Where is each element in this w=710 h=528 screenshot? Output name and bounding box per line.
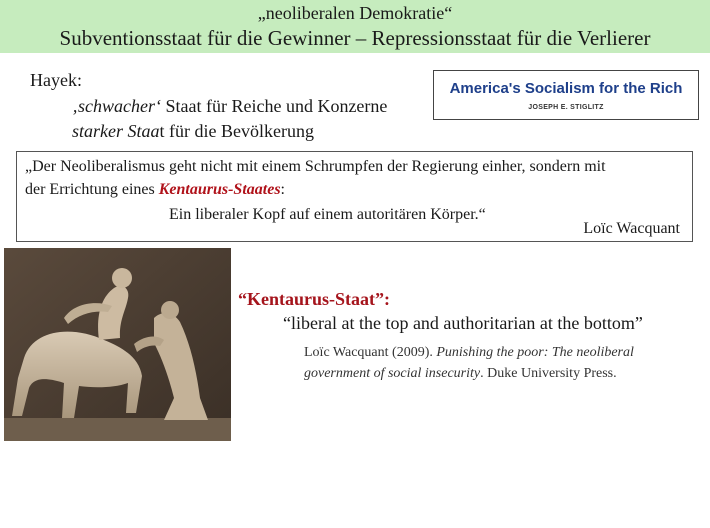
quote-line-1: „Der Neoliberalismus geht nicht mit einem Schrumpfen der Regierung einher, sondern mit <box>25 158 606 175</box>
strong-rest: t für die Bevölkerung <box>159 121 314 141</box>
hayek-point-strong <box>72 121 314 142</box>
quote-author: Loïc Wacquant <box>583 220 680 237</box>
weak-word: ‚schwacher‘ <box>72 96 161 116</box>
title-banner <box>0 0 710 53</box>
hayek-point-weak <box>72 96 387 117</box>
ref-publisher: . Duke University Press. <box>480 366 617 381</box>
reference-line-2 <box>304 366 617 382</box>
book-title: America's Socialism for the Rich <box>449 80 683 97</box>
wacquant-quote-box <box>16 151 693 242</box>
quote-line-3: Ein liberaler Kopf auf einem autoritären Körper.“ <box>169 206 486 223</box>
quote-line-2-post: : <box>280 181 285 198</box>
quote-line-2-pre: der Errichtung eines <box>25 181 159 198</box>
title-line-2: Subventionsstaat für die Gewinner – Repressionsstaat für die Verlierer <box>59 26 651 50</box>
quote-line-2 <box>25 181 285 199</box>
kentaurus-emphasis: Kentaurus-Staates <box>158 181 281 198</box>
book-author: JOSEPH E. STIGLITZ <box>528 104 604 111</box>
ref-author: Loïc Wacquant (2009). <box>304 345 437 360</box>
reference-line-1 <box>304 345 634 361</box>
kentaurus-quote: “liberal at the top and authoritarian at the bottom” <box>283 313 643 333</box>
hayek-label: Hayek: <box>30 70 82 90</box>
ref-title-a: Punishing the poor: The neoliberal <box>436 345 634 360</box>
strong-word: starker Staa <box>72 121 160 141</box>
kentaurus-title: “Kentaurus-Staat”: <box>238 289 390 309</box>
ref-title-b: government of social insecurity <box>304 366 481 381</box>
weak-rest: Staat für Reiche und Konzerne <box>160 96 388 116</box>
book-cover-box <box>433 70 699 120</box>
title-line-1: „neoliberalen Demokratie“ <box>257 3 453 23</box>
centaur-relief-image <box>4 248 231 441</box>
